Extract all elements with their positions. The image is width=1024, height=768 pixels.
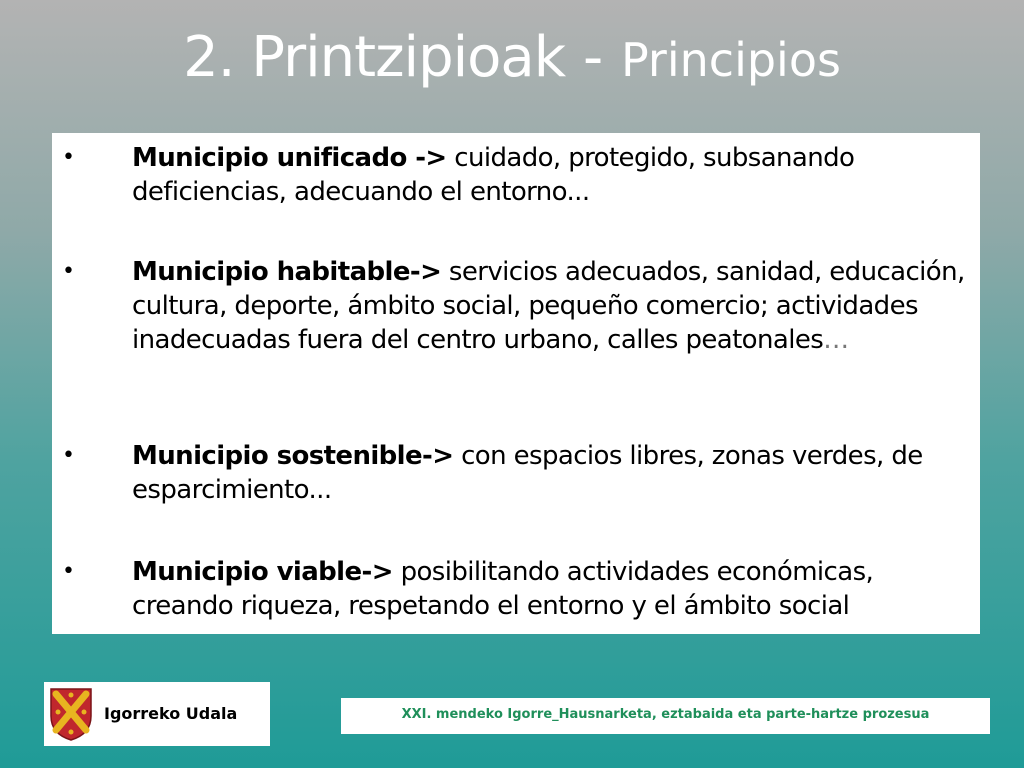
bullet-term: Municipio habitable->: [132, 257, 442, 287]
content-box: [52, 133, 980, 634]
bullet-marker: •: [62, 145, 75, 170]
footer-text: XXI. mendeko Igorre_Hausnarketa, eztabaida eta parte-hartze prozesua: [401, 707, 930, 722]
bullet-term: Municipio sostenible->: [132, 441, 454, 471]
bullet-marker: •: [62, 259, 75, 284]
bullet-trailing: …: [823, 325, 849, 355]
bullet-description: posibilitando actividades económicas, creando riqueza, respetando el entorno y el ámbito social: [132, 557, 874, 621]
title-main: 2. Printzipioak: [183, 25, 566, 90]
coat-of-arms-icon: [48, 686, 94, 742]
title-separator: -: [565, 25, 621, 90]
bullet-term: Municipio viable->: [132, 557, 393, 587]
bullet-description: con espacios libres, zonas verdes, de esparcimiento...: [132, 441, 923, 505]
bullet-text: [132, 255, 972, 357]
logo-label: Igorreko Udala: [104, 704, 238, 723]
bullet-marker: •: [62, 559, 75, 584]
bullet-term: Municipio unificado ->: [132, 143, 447, 173]
bullet-text: [132, 141, 972, 209]
municipality-logo: [44, 682, 270, 746]
footer-banner: [341, 698, 990, 734]
bullet-marker: •: [62, 443, 75, 468]
bullet-text: [132, 439, 972, 507]
title-subtitle: Principios: [621, 33, 841, 87]
slide-title: [0, 25, 1024, 90]
bullet-description: servicios adecuados, sanidad, educación, cultura, deporte, ámbito social, pequeño comercio; actividades inadecuadas fuera del centro urbano, calles peatonales: [132, 257, 965, 355]
bullet-text: [132, 555, 972, 623]
bullet-description: cuidado, protegido, subsanando deficiencias, adecuando el entorno...: [132, 143, 855, 207]
